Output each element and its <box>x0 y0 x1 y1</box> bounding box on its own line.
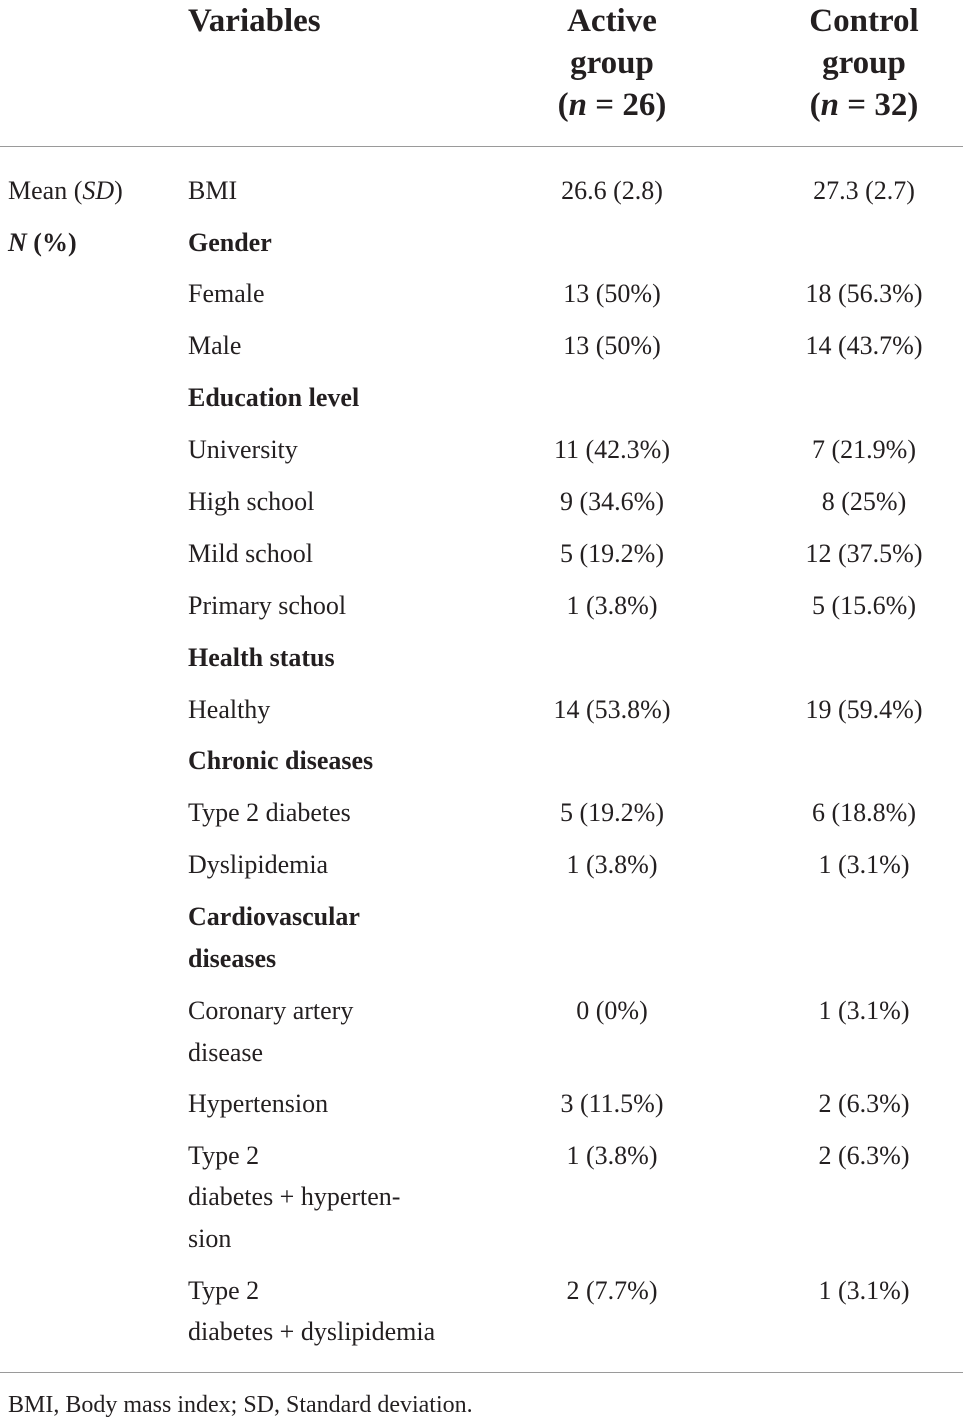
header-control-group <box>744 0 969 126</box>
row-variable-line3: sion <box>188 1224 232 1253</box>
row-control-value: 7 (21.9%) <box>812 435 916 464</box>
row-control-value: 18 (56.3%) <box>805 279 923 308</box>
row-active-value: 26.6 (2.8) <box>561 176 663 205</box>
row-label-mean-sd <box>8 170 123 212</box>
header-control-line2: group <box>822 45 906 81</box>
row-control-value: 19 (59.4%) <box>805 695 923 724</box>
row-active-value: 5 (19.2%) <box>560 539 664 568</box>
row-control-value: 1 (3.1%) <box>818 1276 910 1305</box>
row-variable-line1: Type 2 <box>188 1141 260 1170</box>
header-control-n-var: n <box>820 87 840 123</box>
row-control-value: 2 (6.3%) <box>818 1141 910 1170</box>
section-heading-line2: diseases <box>188 944 277 973</box>
row-active-value: 13 (50%) <box>563 331 661 360</box>
header-control-n <box>744 84 969 126</box>
section-heading: Education level <box>188 383 360 412</box>
table-bottom-divider <box>0 1372 963 1373</box>
row-active-value: 1 (3.8%) <box>566 850 658 879</box>
row-variable-line1: Coronary artery <box>188 996 354 1025</box>
section-heading: Gender <box>188 228 272 257</box>
row-active-value: 3 (11.5%) <box>560 1089 664 1118</box>
header-control-line1: Control <box>809 3 919 39</box>
row-control-value: 14 (43.7%) <box>805 331 923 360</box>
row-variable: High school <box>188 487 315 516</box>
row-control-value: 8 (25%) <box>821 487 907 516</box>
row-variable: Type 2 diabetes <box>188 798 351 827</box>
row-variable: Dyslipidemia <box>188 850 329 879</box>
header-variables: Variables <box>188 3 321 39</box>
label-n-var: N <box>8 228 27 257</box>
row-control-value: 12 (37.5%) <box>805 539 923 568</box>
row-variable-line2: diabetes + hyperten- <box>188 1182 401 1211</box>
row-variable: Hypertension <box>188 1089 329 1118</box>
header-control-n-rest: = 32) <box>839 87 919 123</box>
row-variable: Female <box>188 279 265 308</box>
section-heading-line1: Cardiovascular <box>188 902 360 931</box>
header-control-n-open: ( <box>809 87 821 123</box>
row-variable: BMI <box>188 176 238 205</box>
row-active-value: 9 (34.6%) <box>560 487 664 516</box>
row-active-value: 2 (7.7%) <box>566 1276 658 1305</box>
row-active-value: 1 (3.8%) <box>566 591 658 620</box>
header-active-n-var: n <box>568 87 588 123</box>
row-control-value: 1 (3.1%) <box>818 996 910 1025</box>
row-variable: Healthy <box>188 695 271 724</box>
row-active-value: 11 (42.3%) <box>553 435 670 464</box>
row-variable: University <box>188 435 298 464</box>
label-mean-post: ) <box>114 176 123 205</box>
row-variable: Primary school <box>188 591 347 620</box>
row-active-value: 1 (3.8%) <box>566 1141 658 1170</box>
header-active-n-rest: = 26) <box>587 87 667 123</box>
header-active-n <box>492 84 732 126</box>
row-active-value: 0 (0%) <box>576 996 648 1025</box>
row-active-value: 13 (50%) <box>563 279 661 308</box>
row-label-n-percent <box>8 222 77 264</box>
row-control-value: 5 (15.6%) <box>812 591 916 620</box>
row-variable-line2: disease <box>188 1038 264 1067</box>
header-divider <box>0 146 963 147</box>
header-active-n-open: ( <box>557 87 569 123</box>
header-active-line1: Active <box>567 3 657 39</box>
row-active-value: 5 (19.2%) <box>560 798 664 827</box>
label-mean-sd: SD <box>82 176 115 205</box>
row-variable-line1: Type 2 <box>188 1276 260 1305</box>
row-control-value: 2 (6.3%) <box>818 1089 910 1118</box>
row-control-value: 6 (18.8%) <box>812 798 916 827</box>
row-control-value: 1 (3.1%) <box>818 850 910 879</box>
row-variable: Male <box>188 331 242 360</box>
header-active-line2: group <box>570 45 654 81</box>
row-active-value: 14 (53.8%) <box>553 695 671 724</box>
row-variable: Mild school <box>188 539 313 568</box>
label-n-post: (%) <box>26 228 77 257</box>
label-mean-pre: Mean ( <box>8 176 83 205</box>
section-heading: Chronic diseases <box>188 746 374 775</box>
row-variable-line2: diabetes + dyslipidemia <box>188 1317 436 1346</box>
row-control-value: 27.3 (2.7) <box>813 176 915 205</box>
section-heading: Health status <box>188 643 335 672</box>
header-active-group <box>492 0 732 126</box>
table-footnote: BMI, Body mass index; SD, Standard deviation. <box>8 1392 473 1418</box>
